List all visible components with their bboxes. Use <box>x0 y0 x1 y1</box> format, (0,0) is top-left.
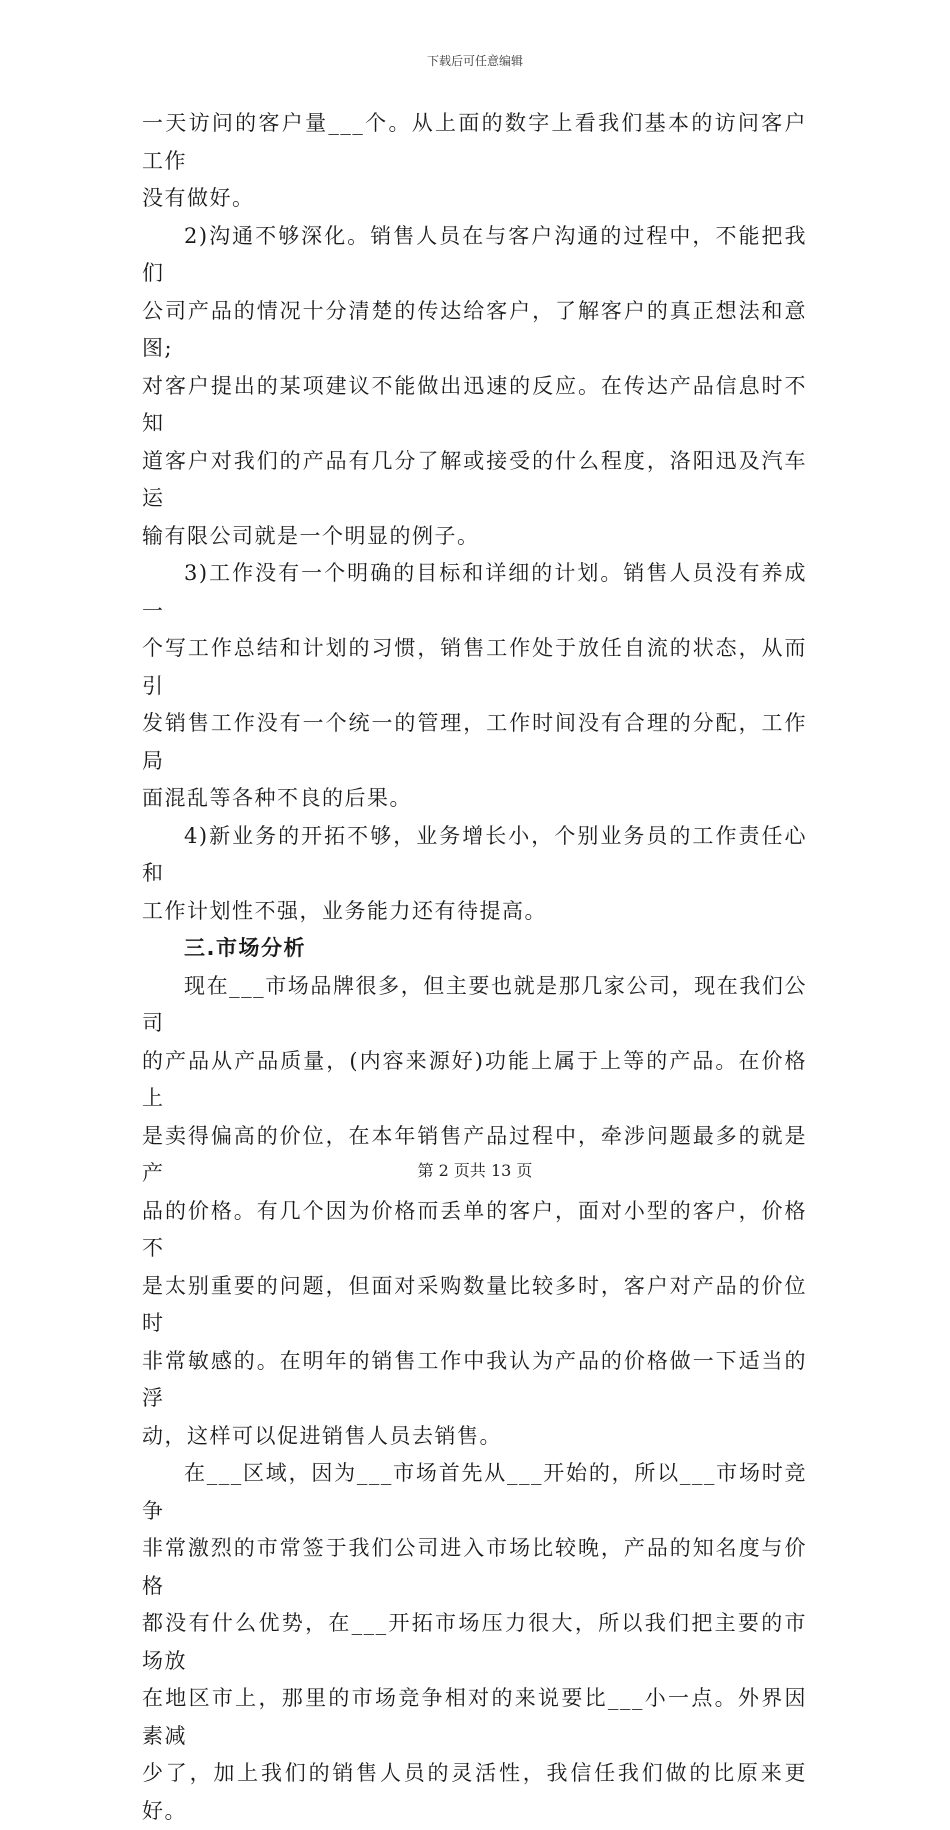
text-line: 个写工作总结和计划的习惯，销售工作处于放任自流的状态，从而引 <box>142 636 807 698</box>
text-line: 没有做好。 <box>142 186 255 210</box>
text-line: 现在___市场品牌很多，但主要也就是那几家公司，现在我们公司 <box>142 973 807 1035</box>
text-line: 的产品从产品质量，(内容来源好)功能上属于上等的产品。在价格上 <box>142 1048 807 1110</box>
text-line: 非常激烈的市常签于我们公司进入市场比较晚，产品的知名度与价格 <box>142 1536 807 1598</box>
paragraph-5 <box>142 968 807 1456</box>
text-line: 一天访问的客户量___个。从上面的数字上看我们基本的访问客户工作 <box>142 111 807 173</box>
text-line: 是卖得偏高的价位，在本年销售产品过程中，牵涉问题最多的就是产 <box>142 1123 807 1185</box>
text-line: 2)沟通不够深化。销售人员在与客户沟通的过程中，不能把我们 <box>142 223 807 285</box>
text-line: 发销售工作没有一个统一的管理，工作时间没有合理的分配，工作局 <box>142 711 807 773</box>
text-line: 都没有什么优势，在___开拓市场压力很大，所以我们把主要的市场放 <box>142 1611 807 1673</box>
text-line: 道客户对我们的产品有几分了解或接受的什么程度，洛阳迅及汽车运 <box>142 448 807 510</box>
section-heading: 三.市场分析 <box>184 936 306 960</box>
text-line: 输有限公司就是一个明显的例子。 <box>142 523 480 548</box>
text-line: 4)新业务的开拓不够，业务增长小，个别业务员的工作责任心和 <box>142 823 807 885</box>
paragraph-6 <box>142 1455 807 1830</box>
text-line: 工作计划性不强，业务能力还有待提高。 <box>142 898 547 923</box>
text-line: 少了，加上我们的销售人员的灵活性，我信任我们做的比原来更好。 <box>142 1761 807 1823</box>
text-line: 在___区域，因为___市场首先从___开始的，所以___市场时竞争 <box>142 1461 807 1523</box>
paragraph-3 <box>142 555 807 818</box>
text-line: 在地区市上，那里的市场竞争相对的来说要比___小一点。外界因素减 <box>142 1686 807 1748</box>
text-line: 是太别重要的问题，但面对采购数量比较多时，客户对产品的价位时 <box>142 1273 807 1335</box>
text-line: 3)工作没有一个明确的目标和详细的计划。销售人员没有养成一 <box>142 561 807 623</box>
text-line: 非常敏感的。在明年的销售工作中我认为产品的价格做一下适当的浮 <box>142 1348 807 1410</box>
document-body <box>142 105 807 1830</box>
text-line: 动，这样可以促进销售人员去销售。 <box>142 1423 502 1448</box>
text-line: 面混乱等各种不良的后果。 <box>142 786 412 810</box>
paragraph-4 <box>142 818 807 931</box>
text-line: 对客户提出的某项建议不能做出迅速的反应。在传达产品信息时不知 <box>142 373 807 435</box>
paragraph-1 <box>142 105 807 218</box>
page-footer: 第 2 页共 13 页 <box>417 1161 533 1180</box>
page-header: 下载后可任意编辑 <box>426 54 523 68</box>
text-line: 公司产品的情况十分清楚的传达给客户，了解客户的真正想法和意图; <box>142 298 807 360</box>
paragraph-2 <box>142 218 807 556</box>
text-line: 品的价格。有几个因为价格而丢单的客户，面对小型的客户，价格不 <box>142 1198 807 1260</box>
